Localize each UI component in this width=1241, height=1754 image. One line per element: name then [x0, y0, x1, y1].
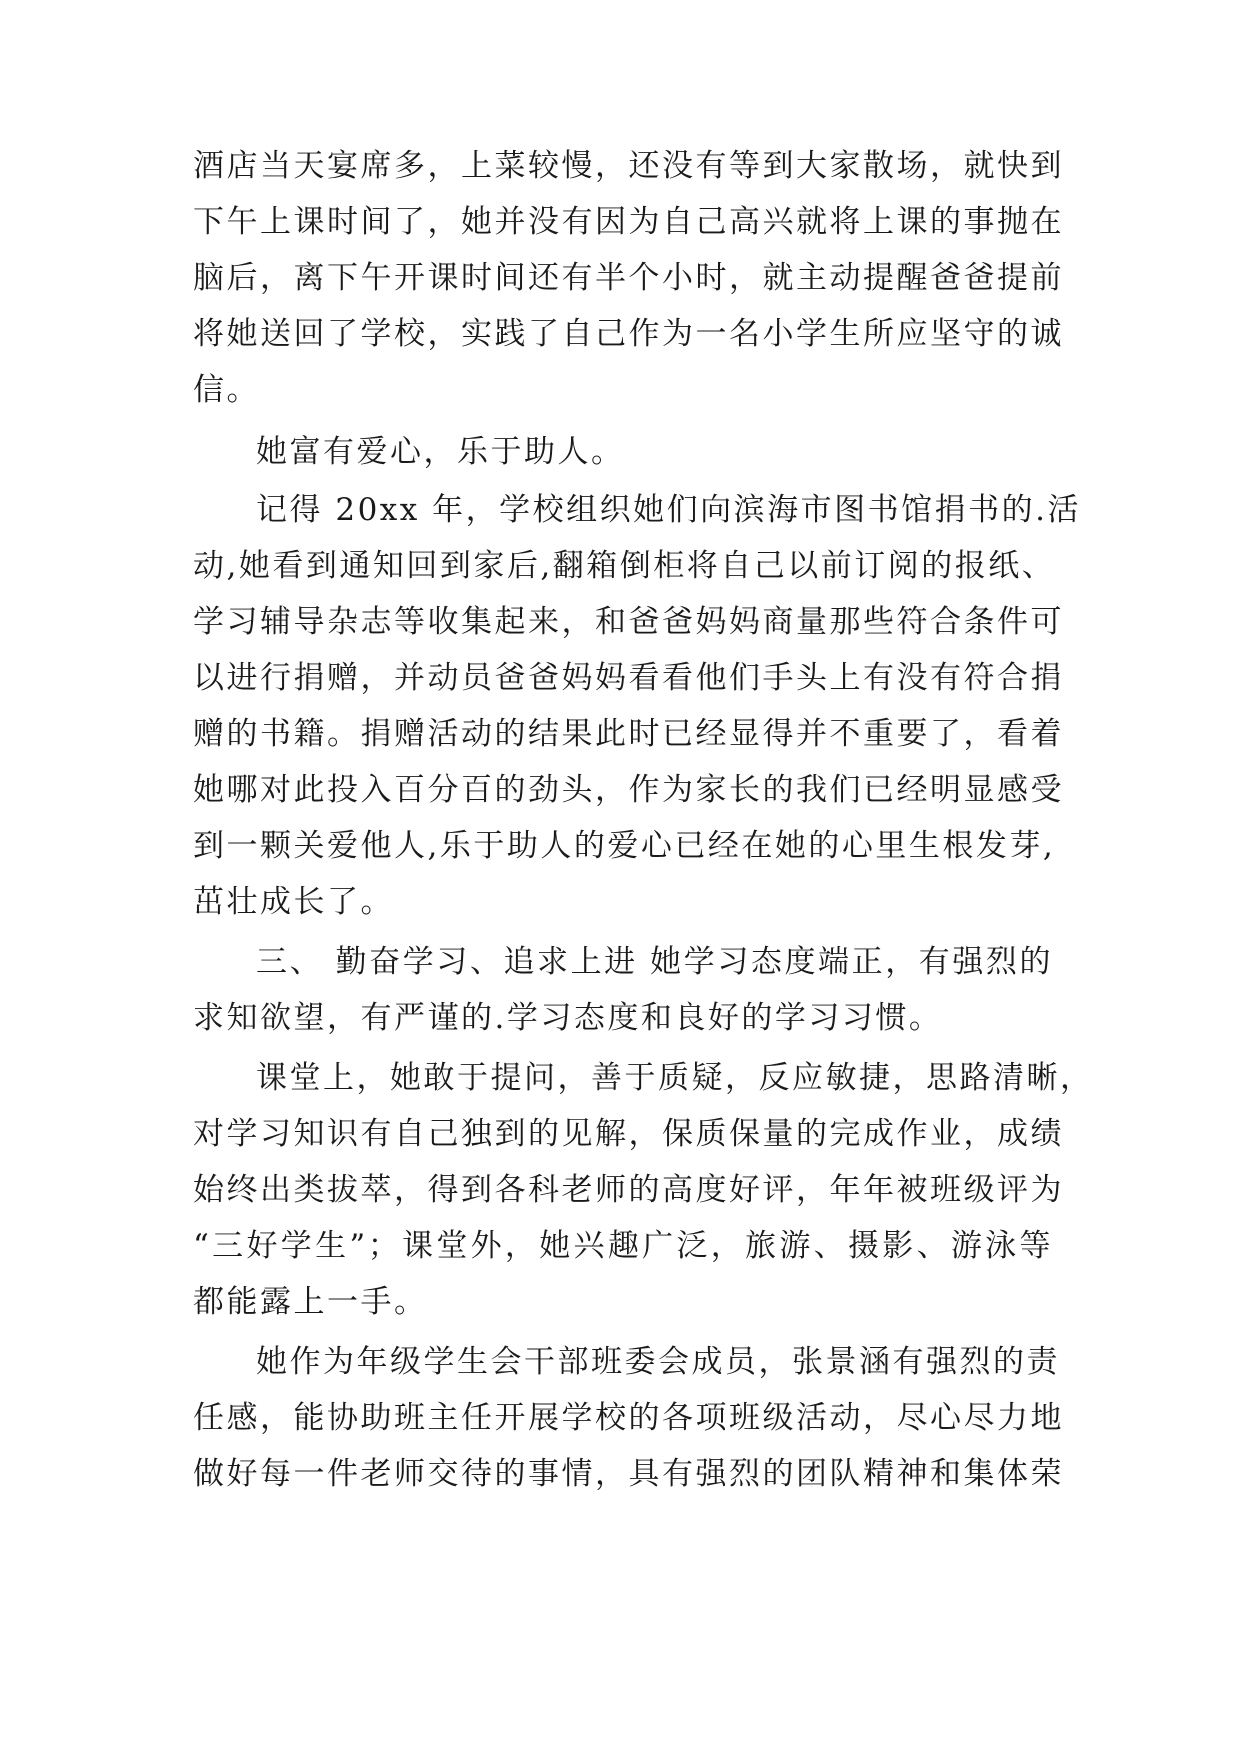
body-text-line: 始终出类拔萃，得到各科老师的高度好评，年年被班级评为 [193, 1172, 1064, 1208]
body-text-line: 她作为年级学生会干部班委会成员，张景涵有强烈的责 [256, 1344, 1060, 1380]
body-text-line: 信。 [193, 372, 260, 408]
body-text-line: 以进行捐赠，并动员爸爸妈妈看看他们手头上有没有符合捐 [193, 660, 1064, 696]
body-text-line: 茁壮成长了。 [193, 884, 394, 920]
body-text-line: 赠的书籍。捐赠活动的结果此时已经显得并不重要了，看着 [193, 716, 1064, 752]
body-text-line: “三好学生”；课堂外，她兴趣广泛，旅游、摄影、游泳等 [193, 1228, 1053, 1264]
body-text-line: 对学习知识有自己独到的见解，保质保量的完成作业，成绩 [193, 1116, 1064, 1152]
section-heading-line: 三、 勤奋学习、追求上进 她学习态度端正，有强烈的 [256, 944, 1053, 980]
body-text-line: 酒店当天宴席多，上菜较慢，还没有等到大家散场，就快到 [193, 148, 1064, 184]
paragraph-heading-line: 她富有爱心，乐于助人。 [256, 434, 625, 470]
body-text-line: 动,她看到通知回到家后,翻箱倒柜将自己以前订阅的报纸、 [193, 548, 1056, 584]
body-text-line: 求知欲望，有严谨的.学习态度和良好的学习习惯。 [193, 1000, 943, 1036]
body-text-line: 到一颗关爱他人,乐于助人的爱心已经在她的心里生根发芽, [193, 828, 1056, 864]
body-text-line: 脑后，离下午开课时间还有半个小时，就主动提醒爸爸提前 [193, 260, 1064, 296]
body-text-line: 她哪对此投入百分百的劲头，作为家长的我们已经明显感受 [193, 772, 1064, 808]
body-text-line: 课堂上，她敢于提问，善于质疑，反应敏捷，思路清晰， [256, 1060, 1094, 1096]
body-text-line: 下午上课时间了，她并没有因为自己高兴就将上课的事抛在 [193, 204, 1064, 240]
body-text-line: 记得 20xx 年，学校组织她们向滨海市图书馆捐书的.活 [256, 492, 1081, 528]
body-text-line: 任感，能协助班主任开展学校的各项班级活动，尽心尽力地 [193, 1400, 1064, 1436]
body-text-line: 都能露上一手。 [193, 1284, 428, 1320]
body-text-line: 做好每一件老师交待的事情，具有强烈的团队精神和集体荣 [193, 1456, 1064, 1492]
body-text-line: 将她送回了学校，实践了自己作为一名小学生所应坚守的诚 [193, 316, 1064, 352]
body-text-line: 学习辅导杂志等收集起来，和爸爸妈妈商量那些符合条件可 [193, 604, 1064, 640]
